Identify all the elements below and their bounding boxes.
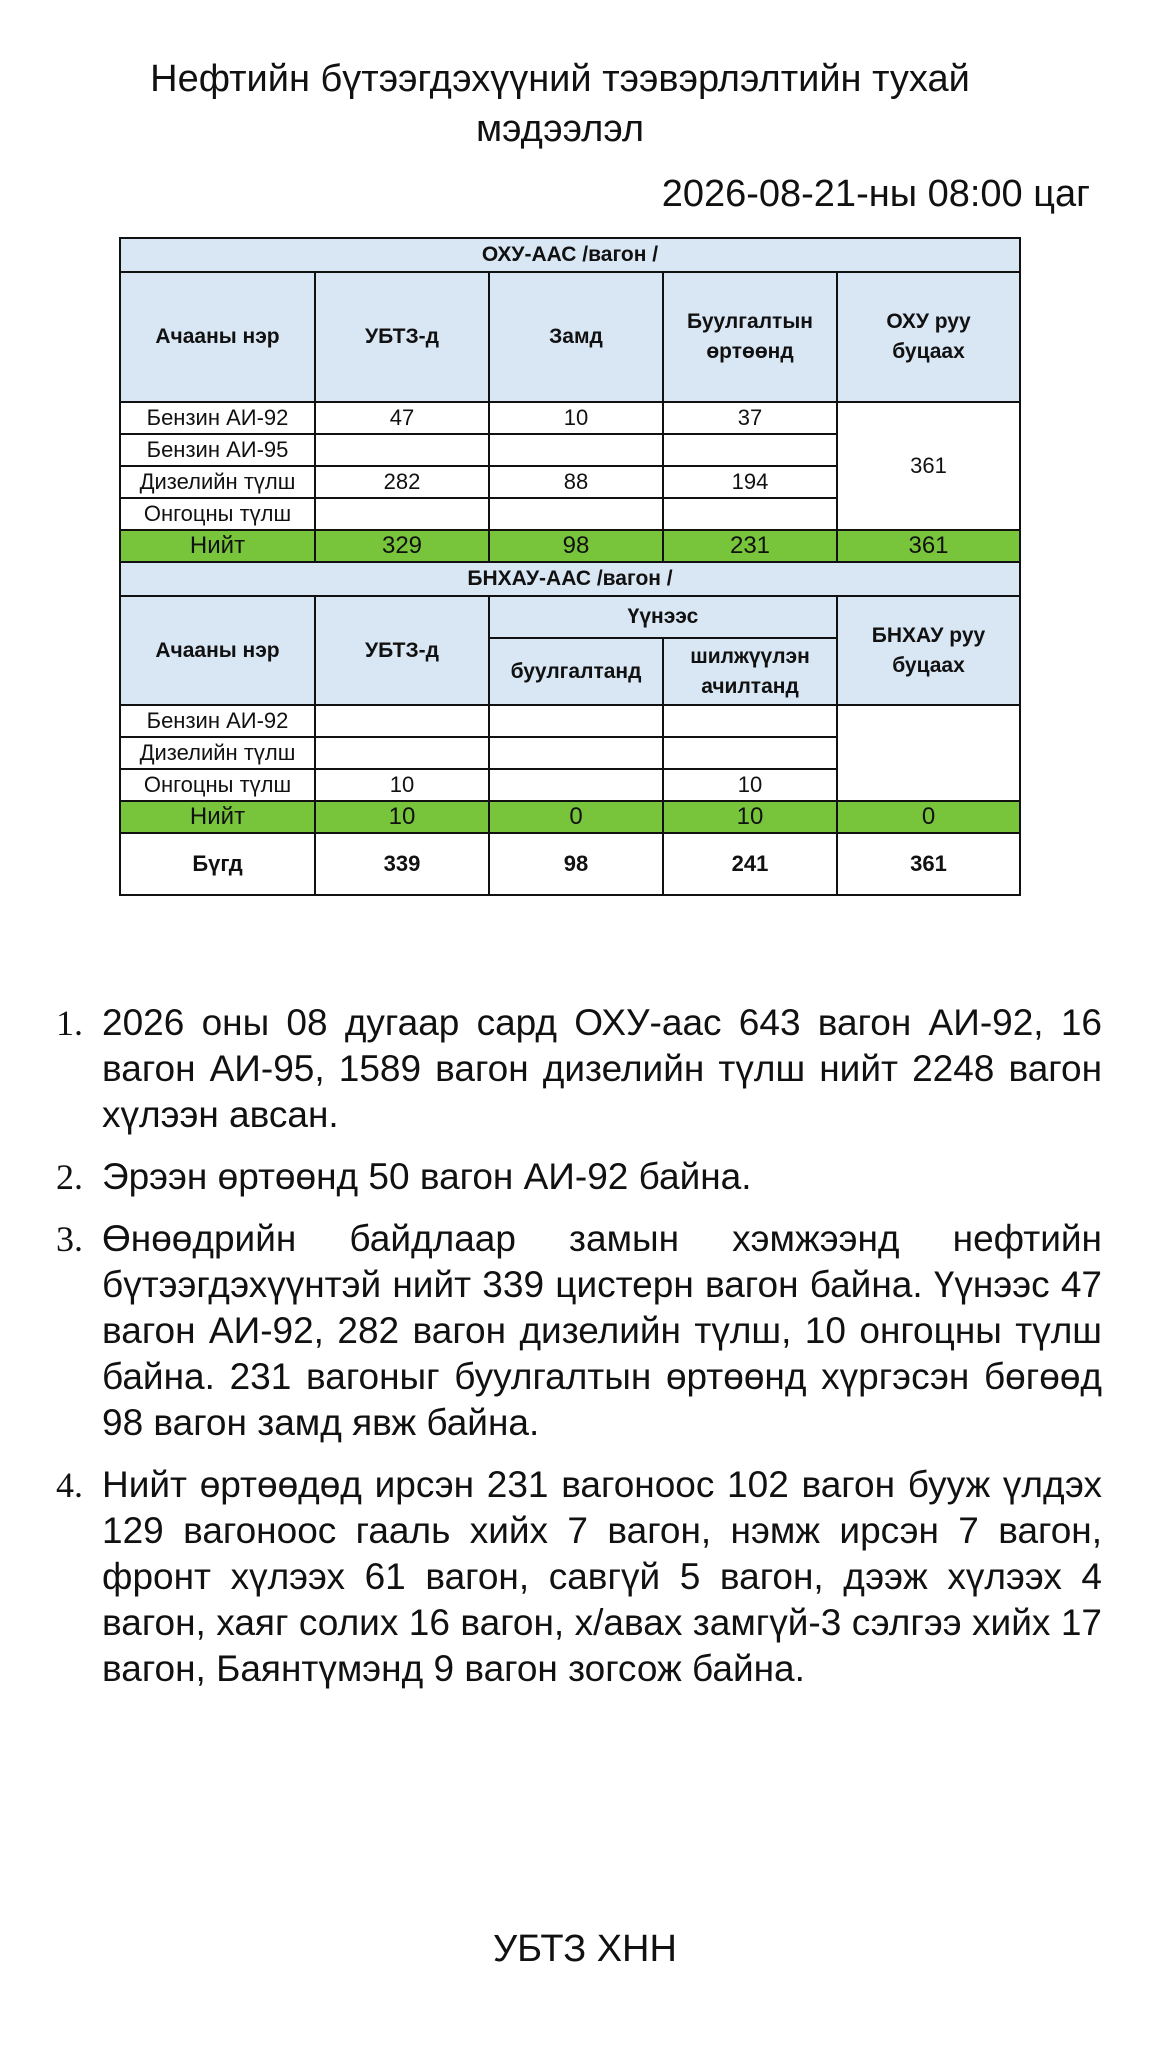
grand-total-c2: 98	[489, 833, 663, 895]
cell-in-transit: 88	[489, 466, 663, 498]
header-line: ачилтанд	[701, 674, 799, 698]
col-header-cargo-name: Ачааны нэр	[120, 596, 315, 705]
total-row	[120, 801, 1020, 833]
transport-table	[119, 237, 1021, 896]
section-russia-title: ОХУ-ААС /вагон /	[120, 238, 1020, 272]
list-number: 1.	[56, 1003, 83, 1043]
col-header-in-transit: Замд	[489, 272, 663, 402]
cell-unloading: 37	[663, 402, 837, 434]
total-in-transit: 98	[489, 530, 663, 562]
col-header-ubtz: УБТЗ-д	[315, 272, 489, 402]
total-ubtz: 329	[315, 530, 489, 562]
header-line: шилжүүлэн	[690, 644, 810, 668]
cell-transfer: 10	[663, 769, 837, 801]
notes-list	[52, 1000, 1102, 1708]
report-date: 2026-08-21-ны 08:00 цаг	[661, 173, 1090, 215]
grand-total-c3: 241	[663, 833, 837, 895]
col-header-of-which: Үүнээс	[489, 596, 837, 638]
total-transfer: 10	[663, 801, 837, 833]
list-item	[52, 1462, 1102, 1692]
total-ubtz: 10	[315, 801, 489, 833]
cell-unloading	[663, 434, 837, 466]
total-unloading: 231	[663, 530, 837, 562]
list-item	[52, 1000, 1102, 1138]
list-text: Эрээн өртөөнд 50 вагон АИ-92 байна.	[102, 1156, 752, 1197]
col-header-unloading: буулгалтанд	[489, 638, 663, 705]
header-line: ОХУ руу	[886, 310, 971, 333]
table-row	[120, 402, 1020, 434]
cargo-name: Дизелийн түлш	[120, 737, 315, 769]
list-number: 2.	[56, 1157, 83, 1197]
col-header-unloading-station	[663, 272, 837, 402]
total-label: Нийт	[120, 530, 315, 562]
col-header-ubtz: УБТЗ-д	[315, 596, 489, 705]
total-label: Нийт	[120, 801, 315, 833]
list-number: 3.	[56, 1219, 83, 1259]
cell-unloading: 194	[663, 466, 837, 498]
document-title	[60, 54, 1060, 154]
title-line-1: Нефтийн бүтээгдэхүүний тээвэрлэлтийн тухай	[150, 58, 970, 100]
list-number: 4.	[56, 1465, 83, 1505]
grand-total-label: Бүгд	[120, 833, 315, 895]
cargo-name: Дизелийн түлш	[120, 466, 315, 498]
cargo-name: Бензин АИ-92	[120, 705, 315, 737]
list-item	[52, 1154, 1102, 1200]
cell-return-russia: 361	[837, 402, 1020, 530]
footer-signature: УБТЗ ХНН	[493, 1928, 677, 1970]
header-line: буцаах	[892, 340, 965, 363]
cargo-name: Бензин АИ-95	[120, 434, 315, 466]
cell-in-transit	[489, 434, 663, 466]
cell-ubtz: 10	[315, 769, 489, 801]
cell-return-china	[837, 705, 1020, 801]
cell-transfer	[663, 705, 837, 737]
title-line-2: мэдээлэл	[475, 108, 645, 150]
cell-ubtz	[315, 434, 489, 466]
grand-total-return: 361	[837, 833, 1020, 895]
total-row	[120, 530, 1020, 562]
cargo-name: Онгоцны түлш	[120, 769, 315, 801]
col-header-return-russia	[837, 272, 1020, 402]
cell-unloading	[663, 498, 837, 530]
cell-ubtz	[315, 498, 489, 530]
col-header-cargo-name: Ачааны нэр	[120, 272, 315, 402]
cell-transfer	[663, 737, 837, 769]
cell-unloading	[489, 769, 663, 801]
list-item	[52, 1216, 1102, 1446]
grand-total-ubtz: 339	[315, 833, 489, 895]
cell-ubtz	[315, 705, 489, 737]
list-text: Нийт өртөөдөд ирсэн 231 вагоноос 102 вагон бууж үлдэх 129 вагоноос гааль хийх 7 вагон, нэмж ирсэн 7 вагон, фронт хүлээх 61 вагон, савгүй 5 вагон, дээж хүлээх 4 вагон, хаяг солих 16 вагон, х/авах замгүй-3 сэлгээ хийх 17 вагон, Баянтүмэнд 9 вагон зогсож байна.	[102, 1464, 1102, 1689]
list-text: 2026 оны 08 дугаар сард ОХУ-аас 643 вагон АИ-92, 16 вагон АИ-95, 1589 вагон дизелийн түлш нийт 2248 вагон хүлээн авсан.	[102, 1002, 1102, 1135]
cell-ubtz	[315, 737, 489, 769]
cell-in-transit	[489, 498, 663, 530]
col-header-transfer-loading	[663, 638, 837, 705]
cell-unloading	[489, 705, 663, 737]
cargo-name: Онгоцны түлш	[120, 498, 315, 530]
header-line: өртөөнд	[706, 340, 794, 363]
table-row	[120, 705, 1020, 737]
total-return: 0	[837, 801, 1020, 833]
cell-unloading	[489, 737, 663, 769]
header-line: Буулгалтын	[687, 310, 813, 333]
header-line: БНХАУ руу	[871, 623, 986, 647]
col-header-return-china	[837, 596, 1020, 705]
cargo-name: Бензин АИ-92	[120, 402, 315, 434]
cell-ubtz: 282	[315, 466, 489, 498]
cell-in-transit: 10	[489, 402, 663, 434]
total-unloading: 0	[489, 801, 663, 833]
grand-total-row	[120, 833, 1020, 895]
section-china-title: БНХАУ-ААС /вагон /	[120, 562, 1020, 596]
header-line: буцаах	[892, 653, 965, 677]
cell-ubtz: 47	[315, 402, 489, 434]
total-return: 361	[837, 530, 1020, 562]
list-text: Өнөөдрийн байдлаар замын хэмжээнд нефтийн бүтээгдэхүүнтэй нийт 339 цистерн вагон байна. Үүнээс 47 вагон АИ-92, 282 вагон дизелийн түлш, 10 онгоцны түлш байна. 231 вагоныг буулгалтын өртөөнд хүргэсэн бөгөөд 98 вагон замд явж байна.	[102, 1218, 1102, 1443]
